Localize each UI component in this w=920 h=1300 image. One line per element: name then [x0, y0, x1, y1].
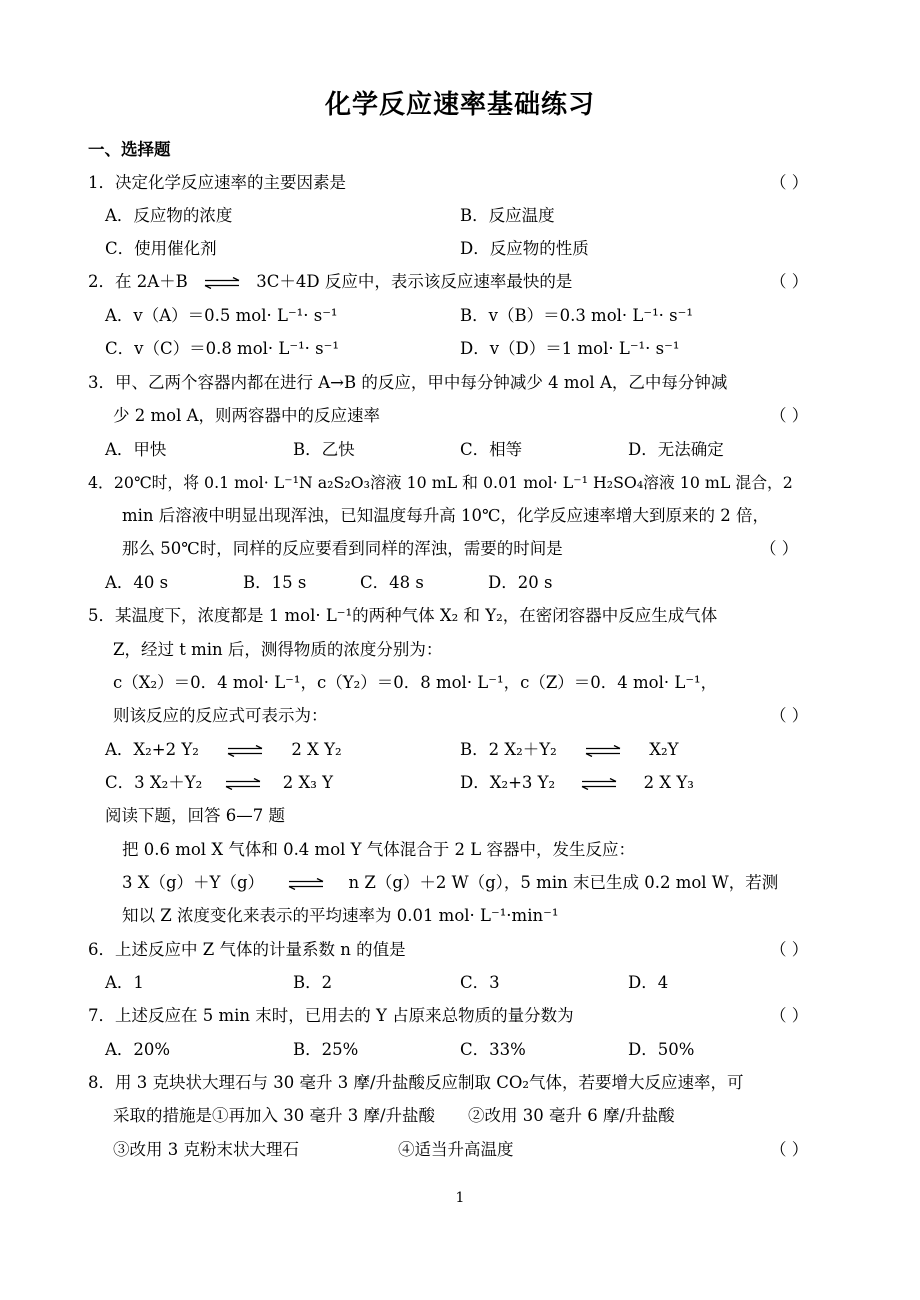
q5-option-b-left: B．2 X₂＋Y₂: [460, 740, 557, 759]
q5-option-b-right: X₂Y: [649, 740, 679, 759]
q2-option-b: B．v（B）＝0.3 mol· L⁻¹· s⁻¹: [460, 306, 693, 325]
q5-option-a: [105, 738, 342, 762]
reading-line2: [122, 871, 778, 895]
q8-stem-line1: 8．用 3 克块状大理石与 30 毫升 3 摩/升盐酸反应制取 CO₂气体，若要增大反应速率，可: [88, 1073, 744, 1092]
page-number: 1: [455, 1190, 465, 1206]
q1-answer-blank[interactable]: （ ）: [770, 173, 809, 192]
q5-option-c: [105, 771, 333, 795]
q2-stem-left: 2．在 2A＋B: [88, 272, 188, 291]
q4-answer-blank[interactable]: （ ）: [760, 539, 799, 558]
q5-option-b: [460, 738, 679, 762]
q4-stem-line3: 那么 50℃时，同样的反应要看到同样的浑浊，需要的时间是: [122, 539, 563, 558]
reading-line3: 知以 Z 浓度变化来表示的平均速率为 0.01 mol· L⁻¹·min⁻¹: [122, 906, 559, 925]
q2-answer-blank[interactable]: （ ）: [770, 272, 809, 291]
q5-stem-line4: 则该反应的反应式可表示为：: [113, 706, 328, 725]
q8-answer-blank[interactable]: （ ）: [770, 1140, 809, 1159]
q3-option-c: C．相等: [460, 440, 523, 459]
q5-option-d-right: 2 X Y₃: [643, 773, 694, 792]
q4-stem-line1: 4．20℃时，将 0.1 mol· L⁻¹N a₂S₂O₃溶液 10 mL 和 0.01 mol· L⁻¹ H₂SO₄溶液 10 mL 混合，2: [88, 473, 793, 492]
reading-line1: 把 0.6 mol X 气体和 0.4 mol Y 气体混合于 2 L 容器中，发生反应：: [122, 840, 635, 859]
q2-option-d: D．v（D）＝1 mol· L⁻¹· s⁻¹: [460, 339, 680, 358]
q7-option-a: A．20%: [105, 1040, 171, 1059]
q2-stem-right: 3C＋4D 反应中，表示该反应速率最快的是: [256, 272, 573, 291]
q6-option-d: D．4: [628, 973, 669, 992]
q1-option-a: A．反应物的浓度: [105, 206, 233, 225]
q4-option-c: C．48 s: [360, 573, 424, 592]
q5-answer-blank[interactable]: （ ）: [770, 706, 809, 725]
q6-stem: 6．上述反应中 Z 气体的计量系数 n 的值是: [88, 940, 406, 959]
q3-stem-line1: 3．甲、乙两个容器内都在进行 A→B 的反应，甲中每分钟减少 4 mol A，乙中每分钟减: [88, 373, 728, 392]
q1-option-b: B．反应温度: [460, 206, 555, 225]
q4-stem-line2: min 后溶液中明显出现浑浊，已知温度每升高 10℃，化学反应速率增大到原来的 2 倍，: [122, 506, 769, 525]
reading-equation-right: n Z（g）＋2 W（g），5 min 末已生成 0.2 mol W，若测: [348, 873, 779, 892]
q1-stem: 1．决定化学反应速率的主要因素是: [88, 173, 346, 192]
equilibrium-arrow-icon: [584, 745, 622, 757]
q3-stem-line2: 少 2 mol A，则两容器中的反应速率: [113, 406, 381, 425]
q8-stem-line3b: ④适当升高温度: [398, 1140, 514, 1159]
q6-option-a: A．1: [105, 973, 144, 992]
q4-option-d: D．20 s: [488, 573, 553, 592]
reading-equation-left: 3 X（g）＋Y（g）: [122, 873, 265, 892]
q3-answer-blank[interactable]: （ ）: [770, 406, 809, 425]
q6-option-b: B．2: [293, 973, 333, 992]
reading-intro: 阅读下题，回答 6—7 题: [105, 806, 285, 825]
q5-option-d: [460, 771, 694, 795]
q8-stem-line3a: ③改用 3 克粉末状大理石: [113, 1140, 299, 1159]
q5-option-a-right: 2 X Y₂: [291, 740, 342, 759]
q7-option-b: B．25%: [293, 1040, 359, 1059]
q4-option-b: B．15 s: [243, 573, 307, 592]
q5-stem-line1: 5．某温度下，浓度都是 1 mol· L⁻¹的两种气体 X₂ 和 Y₂，在密闭容器中反应生成气体: [88, 606, 718, 625]
q1-option-c: C．使用催化剂: [105, 239, 217, 258]
q7-stem: 7．上述反应在 5 min 末时，已用去的 Y 占原来总物质的量分数为: [88, 1006, 574, 1025]
equilibrium-arrow-icon: [203, 277, 241, 289]
q5-option-a-left: A．X₂+2 Y₂: [105, 740, 199, 759]
q2-stem: [88, 270, 572, 294]
q5-option-c-left: C．3 X₂＋Y₂: [105, 773, 203, 792]
q4-option-a: A．40 s: [105, 573, 169, 592]
q5-option-d-left: D．X₂+3 Y₂: [460, 773, 556, 792]
q5-stem-line2: Z，经过 t min 后，测得物质的浓度分别为：: [113, 640, 443, 659]
equilibrium-arrow-icon: [287, 878, 325, 890]
q7-answer-blank[interactable]: （ ）: [770, 1006, 809, 1025]
page-title: 化学反应速率基础练习: [324, 90, 595, 120]
q7-option-d: D．50%: [628, 1040, 695, 1059]
q7-option-c: C．33%: [460, 1040, 526, 1059]
equilibrium-arrow-icon: [580, 778, 618, 790]
q8-stem-line2: 采取的措施是①再加入 30 毫升 3 摩/升盐酸 ②改用 30 毫升 6 摩/升盐酸: [113, 1106, 675, 1125]
q1-option-d: D．反应物的性质: [460, 239, 589, 258]
q5-option-c-right: 2 X₃ Y: [282, 773, 333, 792]
equilibrium-arrow-icon: [224, 778, 262, 790]
q5-stem-line3: c（X₂）＝0．4 mol· L⁻¹，c（Y₂）＝0．8 mol· L⁻¹，c（Z）＝0．4 mol· L⁻¹，: [113, 673, 718, 692]
q3-option-a: A．甲快: [105, 440, 167, 459]
q2-option-c: C．v（C）＝0.8 mol· L⁻¹· s⁻¹: [105, 339, 339, 358]
q3-option-d: D．无法确定: [628, 440, 724, 459]
q6-option-c: C．3: [460, 973, 500, 992]
q2-option-a: A．v（A）＝0.5 mol· L⁻¹· s⁻¹: [105, 306, 338, 325]
q6-answer-blank[interactable]: （ ）: [770, 940, 809, 959]
q3-option-b: B．乙快: [293, 440, 355, 459]
section-heading: 一、选择题: [88, 140, 171, 159]
equilibrium-arrow-icon: [226, 745, 264, 757]
